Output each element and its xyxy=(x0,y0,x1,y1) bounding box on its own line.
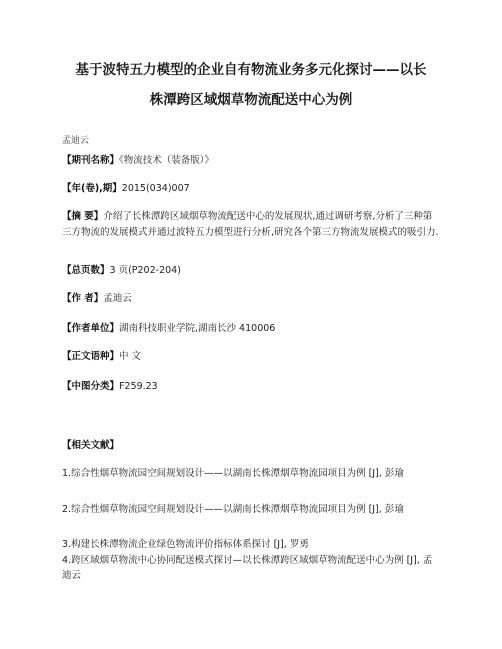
reference-item[interactable]: 3.构建长株潭物流企业绿色物流评价指标体系探讨 [J], 罗勇 xyxy=(62,539,309,550)
pages-field xyxy=(62,263,440,279)
references-heading: 【相关文献】 xyxy=(62,440,120,451)
language-value: 中 文 xyxy=(119,351,142,362)
language-label: 【正文语种】 xyxy=(62,351,120,362)
author-label: 【作 者】 xyxy=(62,293,104,304)
affiliation-field xyxy=(62,321,440,337)
language-field xyxy=(62,349,440,365)
document-title-line-1: 基于波特五力模型的企业自有物流业务多元化探讨——以长 xyxy=(75,62,427,78)
abstract-label: 【摘 要】 xyxy=(62,211,104,222)
reference-item[interactable]: 2.综合性烟草物流园空间规划设计——以湖南长株潭烟草物流园项目为例 [J], 彭瑜 xyxy=(62,504,404,515)
reference-item[interactable]: 1.综合性烟草物流园空间规划设计——以湖南长株潭烟草物流园项目为例 [J], 彭瑜 xyxy=(62,468,404,479)
classification-field xyxy=(62,379,440,395)
year-value: 2015(034)007 xyxy=(121,183,190,194)
affiliation-label: 【作者单位】 xyxy=(62,323,120,334)
classification-label: 【中图分类】 xyxy=(62,381,120,392)
document-title-line-2: 株潭跨区域烟草物流配送中心为例 xyxy=(149,92,353,108)
journal-field xyxy=(62,153,440,169)
journal-value: 《物流技术（装备版）》 xyxy=(119,155,215,166)
abstract-field xyxy=(62,209,440,240)
reference-item[interactable]: 4.跨区域烟草物流中心协同配送模式探讨—以长株潭跨区域烟草物流配送中心为例 [J], 孟迪云 xyxy=(62,555,433,581)
journal-label: 【期刊名称】 xyxy=(62,155,120,166)
year-label: 【年(卷),期】 xyxy=(62,183,122,194)
year-field xyxy=(62,181,440,197)
abstract-value: 介绍了长株潭跨区域烟草物流配送中心的发展现状,通过调研考察,分析了三种第三方物流的发展模式并通过波特五力模型进行分析,研究各个第三方物流发展模式的吸引力. xyxy=(62,211,439,238)
classification-value: F259.23 xyxy=(119,381,158,392)
author-value: 孟迪云 xyxy=(103,293,132,304)
affiliation-value: 湖南科技职业学院,湖南长沙 410006 xyxy=(119,323,276,334)
author-field xyxy=(62,291,440,307)
pages-value: 3 页(P202-204) xyxy=(109,265,181,276)
pages-label: 【总页数】 xyxy=(62,265,110,276)
author-name: 孟迪云 xyxy=(62,136,90,146)
